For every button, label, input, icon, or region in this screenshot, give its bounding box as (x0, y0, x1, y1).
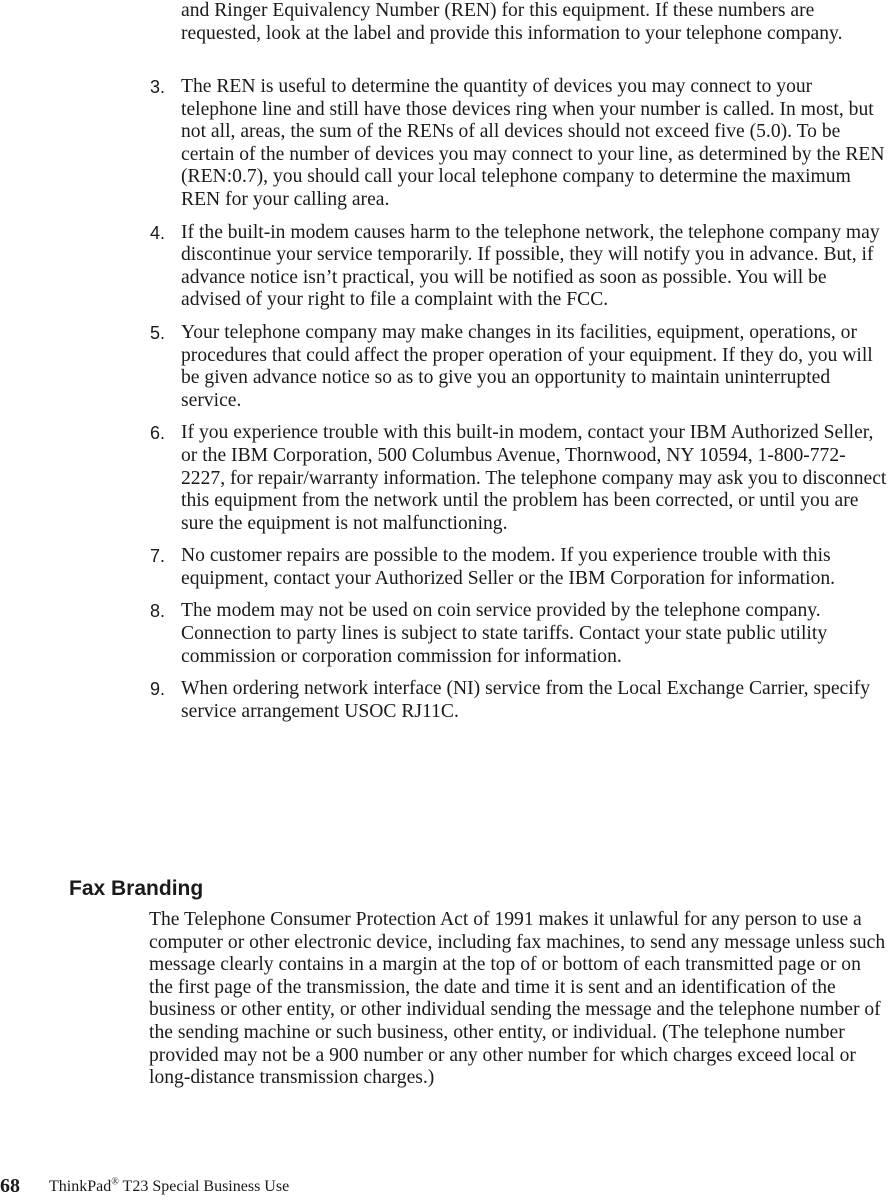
list-item-number: 8. (150, 601, 166, 622)
fax-branding-paragraph: The Telephone Consumer Protection Act of 1991 makes it unlawful for any person to use a computer or other electronic device, including fax machines, to send any message unless such message clearly contains in a margin at the top of or bottom of each transmitted page or on the first page of the transmission, the date and time it is sent and an identification of the business or other entity, or other individual sending the message and the telephone number of the sending machine or such business, other entity, or individual. (The telephone number provided may not be a 900 number or any other number for which charges exceed local or long-distance transmission charges.) (149, 909, 886, 1089)
list-item (0, 678, 888, 723)
registered-trademark-mark: ® (111, 1176, 119, 1188)
continued-paragraph: and Ringer Equivalency Number (REN) for this equipment. If these numbers are requested, look at the label and provide this information to your telephone company. (181, 0, 843, 44)
list-item (0, 600, 888, 668)
list-item (0, 545, 888, 590)
fcc-requirements-list (0, 76, 888, 733)
list-item-text: No customer repairs are possible to the modem. If you experience trouble with this equipment, contact your Authorized Seller or the IBM Corporation for information. (181, 545, 836, 589)
list-item-number: 9. (150, 679, 166, 700)
list-item (0, 222, 888, 312)
list-item-text: The modem may not be used on coin service provided by the telephone company. Connection to party lines is subject to state tariffs. Contact your state public utility commission or corporation commission for information. (181, 600, 828, 667)
list-item-number: 4. (150, 222, 166, 243)
list-item-text: Your telephone company may make changes in its facilities, equipment, operations, or procedures that could affect the proper operation of your equipment. If they do, you will be given advance notice so as to give you an opportunity to maintain uninterrupted service. (181, 321, 873, 411)
list-item-number: 3. (150, 77, 166, 97)
page-footer (0, 1173, 888, 1199)
list-item-text: If you experience trouble with this built-in modem, contact your IBM Authorized Seller, or the IBM Corporation, 500 Columbus Avenue, Thornwood, NY 10594, 1-800-772-2227, for repair/warranty information. The telephone company may ask you to disconnect this equipment from the network until the problem has been corrected, or until you are sure the equipment is not malfunctioning. (181, 422, 887, 534)
section-heading-fax-branding: Fax Branding (69, 877, 204, 900)
page-number: 68 (0, 1175, 20, 1197)
product-name: ThinkPad (49, 1178, 112, 1195)
list-item (0, 322, 888, 412)
list-item (0, 76, 888, 212)
running-title (49, 1176, 289, 1198)
list-item (0, 422, 888, 535)
list-item-number: 6. (150, 423, 166, 444)
list-item-text: The REN is useful to determine the quantity of devices you may connect to your telephone line and still have those devices ring when your number is called. In most, but not all, areas, the sum of the RENs of all devices should not exceed five (5.0). To be certain of the number of devices you may connect to your line, as determined by the REN (REN:0.7), you should call your local telephone company to determine the maximum REN for your calling area. (181, 76, 885, 210)
list-item-number: 7. (150, 546, 166, 567)
running-title-rest: T23 Special Business Use (118, 1178, 290, 1195)
list-item-text: When ordering network interface (NI) service from the Local Exchange Carrier, specify service arrangement USOC RJ11C. (181, 678, 871, 722)
list-item-text: If the built-in modem causes harm to the telephone network, the telephone company may discontinue your service temporarily. If possible, they will notify you in advance. But, if advance notice isn’t practical, you will be notified as soon as possible. You will be advised of your right to file a complaint with the FCC. (181, 221, 880, 311)
list-item-number: 5. (150, 322, 166, 343)
